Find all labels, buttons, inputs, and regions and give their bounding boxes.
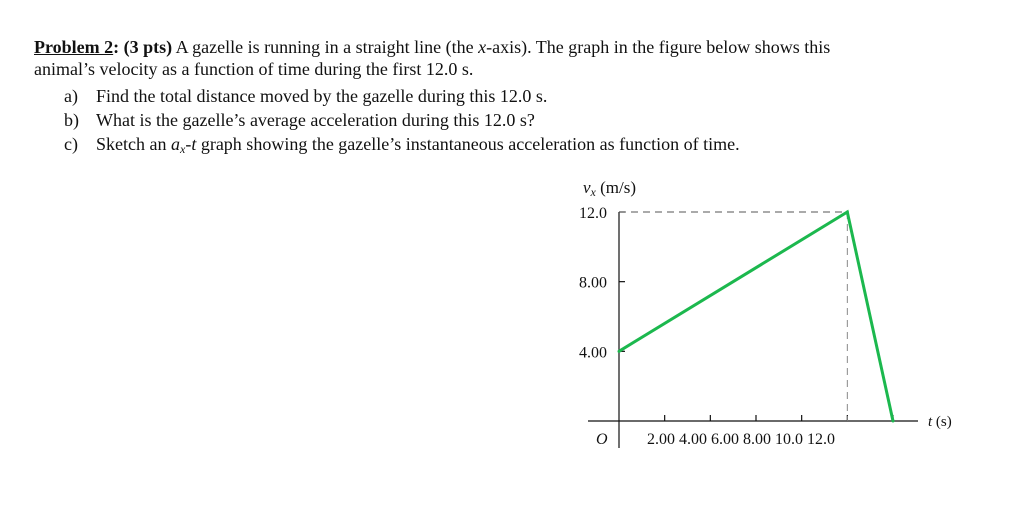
question-letter: b)	[64, 110, 79, 130]
intro-x-variable: x	[478, 37, 487, 57]
y-tick-label: 12.0	[579, 205, 607, 222]
x-tick-labels: 2.00 4.00 6.00 8.00 10.0 12.0	[647, 431, 835, 448]
question-text: What is the gazelle’s average acceleration during this 12.0 s?	[96, 110, 535, 130]
velocity-data-point	[892, 420, 895, 423]
question-text: Sketch an $a_x-t$ graph showing the gazelle’s instantaneous acceleration as function of time.	[96, 134, 740, 156]
y-tick-label: 4.00	[579, 344, 607, 362]
x-axis-label: t (s)	[928, 414, 952, 430]
x-ticks	[665, 415, 893, 421]
velocity-data-point	[618, 350, 621, 353]
y-axis-label: vx (m/s)	[583, 178, 637, 199]
velocity-data-point	[846, 211, 849, 214]
intro-text-a: A gazelle is running in a straight line (the	[175, 37, 479, 57]
problem-label: Problem 2: (3 pts)	[34, 37, 173, 57]
intro-text-b: -axis). The graph in the figure below shows this	[486, 37, 831, 57]
question-text: Find the total distance moved by the gazelle during this 12.0 s.	[96, 86, 548, 106]
guide-lines	[619, 212, 847, 421]
velocity-series-line	[619, 212, 893, 421]
series-group	[618, 211, 895, 423]
origin-label: O	[596, 431, 608, 448]
question-letter: a)	[64, 86, 78, 106]
question-letter: c)	[64, 134, 78, 154]
y-tick-label: 8.00	[579, 274, 607, 292]
y-ticks	[579, 205, 625, 361]
intro-line-2: animal’s velocity as a function of time during the first 12.0 s.	[34, 59, 474, 79]
